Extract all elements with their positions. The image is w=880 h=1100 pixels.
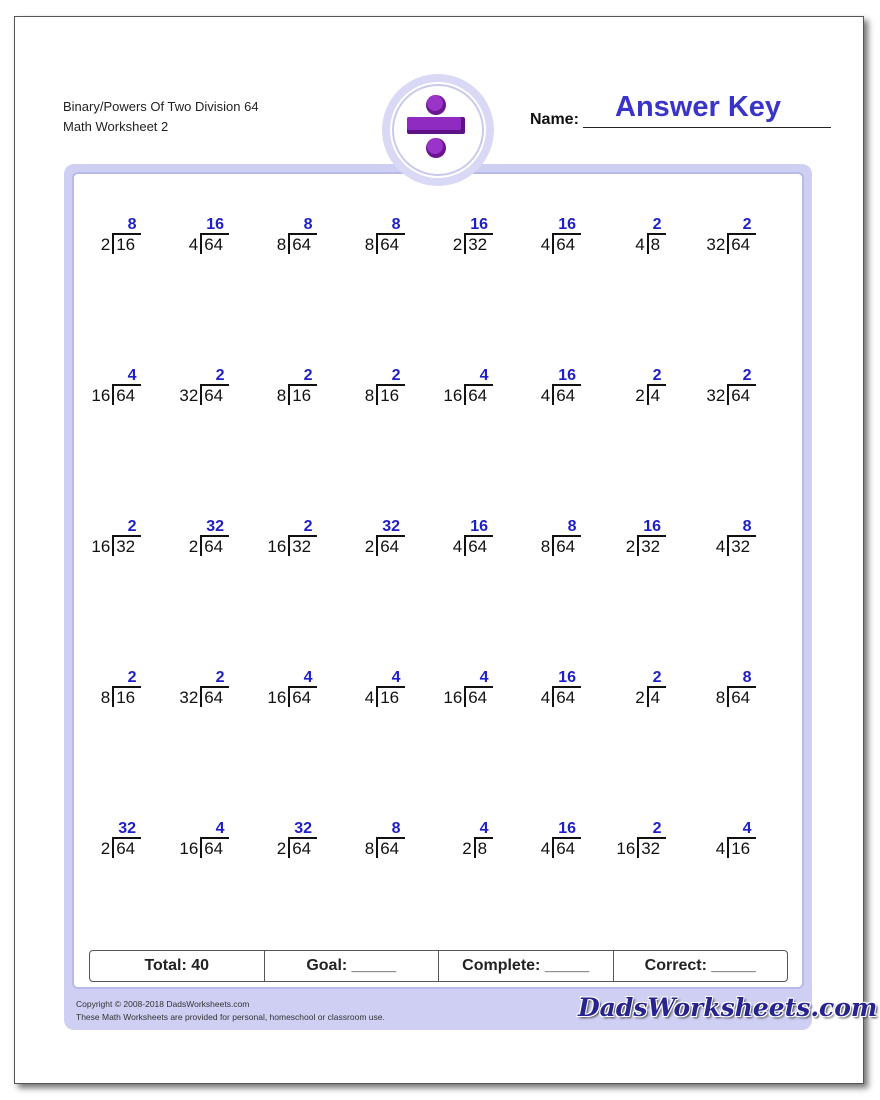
quotient-answer: 4 [127, 367, 137, 384]
division-bracket [376, 686, 378, 707]
quotient-answer: 32 [382, 518, 400, 535]
dividend: 64 [204, 537, 224, 556]
division-bracket [647, 384, 649, 405]
quotient-answer: 4 [479, 820, 489, 837]
dividend: 64 [556, 386, 576, 405]
dividend: 16 [116, 688, 136, 707]
quotient-answer: 16 [470, 518, 488, 535]
answer-key-label: Answer Key [615, 91, 782, 123]
quotient-answer: 32 [118, 820, 136, 837]
divisor: 2 [100, 839, 111, 858]
division-bracket [200, 837, 202, 858]
divisor: 16 [443, 688, 463, 707]
divisor: 2 [452, 235, 463, 254]
correct-cell: Correct: _____ [613, 951, 788, 981]
problems-area [72, 172, 804, 989]
dividend: 32 [731, 537, 751, 556]
quotient-answer: 2 [652, 367, 662, 384]
division-bracket [727, 837, 729, 858]
title-line-1: Binary/Powers Of Two Division 64 [63, 99, 259, 114]
dividend: 64 [204, 386, 224, 405]
dividend: 64 [292, 839, 312, 858]
division-bracket [112, 837, 114, 858]
quotient-answer: 8 [391, 820, 401, 837]
division-bracket [200, 384, 202, 405]
division-bracket [464, 535, 466, 556]
division-bracket [727, 686, 729, 707]
divisor: 4 [540, 386, 551, 405]
dividend: 64 [116, 839, 136, 858]
division-bracket [474, 837, 476, 858]
division-bracket [464, 384, 466, 405]
quotient-answer: 2 [742, 216, 752, 233]
dividend: 64 [380, 839, 400, 858]
division-bracket [647, 686, 649, 707]
copyright-line-2: These Math Worksheets are provided for personal, homeschool or classroom use. [76, 1012, 385, 1022]
divisor: 2 [625, 537, 636, 556]
divisor: 16 [267, 688, 287, 707]
divisor: 16 [443, 386, 463, 405]
dividend: 64 [731, 386, 751, 405]
dividend: 64 [731, 235, 751, 254]
quotient-answer: 8 [303, 216, 313, 233]
dividend: 16 [116, 235, 136, 254]
dividend: 64 [556, 839, 576, 858]
quotient-answer: 2 [652, 820, 662, 837]
dividend: 64 [380, 537, 400, 556]
dividend: 8 [650, 235, 661, 254]
dividend: 4 [650, 386, 661, 405]
divisor: 16 [267, 537, 287, 556]
divisor: 8 [364, 235, 375, 254]
division-bracket [552, 384, 554, 405]
division-bracket [200, 233, 202, 254]
dividend: 64 [204, 235, 224, 254]
divisor: 2 [364, 537, 375, 556]
quotient-answer: 16 [558, 367, 576, 384]
division-bracket [112, 384, 114, 405]
division-bracket [376, 837, 378, 858]
division-bracket [288, 686, 290, 707]
divisor: 2 [462, 839, 472, 858]
divisor: 2 [188, 537, 199, 556]
quotient-answer: 8 [567, 518, 577, 535]
quotient-answer: 2 [652, 669, 662, 686]
division-bracket [288, 384, 290, 405]
dividend: 64 [556, 688, 576, 707]
divisor: 4 [715, 839, 726, 858]
divisor: 4 [540, 688, 551, 707]
dividend: 4 [650, 688, 661, 707]
quotient-answer: 2 [215, 367, 225, 384]
brand-logo: DadsWorksheets.com [578, 993, 878, 1022]
dividend: 64 [556, 235, 576, 254]
dividend: 16 [292, 386, 312, 405]
division-bracket [552, 686, 554, 707]
division-bracket [288, 233, 290, 254]
dividend: 32 [116, 537, 136, 556]
copyright-line-1: Copyright © 2008-2018 DadsWorksheets.com [76, 999, 250, 1009]
dividend: 64 [292, 688, 312, 707]
quotient-answer: 8 [127, 216, 137, 233]
dividend: 64 [556, 537, 576, 556]
divisor: 32 [179, 386, 199, 405]
dividend: 32 [641, 839, 661, 858]
divisor: 32 [179, 688, 199, 707]
divisor: 4 [540, 235, 551, 254]
quotient-answer: 2 [215, 669, 225, 686]
quotient-answer: 32 [294, 820, 312, 837]
quotient-answer: 4 [303, 669, 313, 686]
divisor: 4 [452, 537, 463, 556]
dividend: 32 [641, 537, 661, 556]
division-bracket [727, 233, 729, 254]
division-bracket [376, 233, 378, 254]
title-line-2: Math Worksheet 2 [63, 119, 169, 134]
divisor: 2 [276, 839, 287, 858]
dividend: 64 [380, 235, 400, 254]
divisor: 32 [706, 386, 726, 405]
divisor: 8 [276, 386, 287, 405]
complete-cell: Complete: _____ [438, 951, 613, 981]
dividend: 64 [468, 537, 488, 556]
quotient-answer: 4 [391, 669, 401, 686]
quotient-answer: 16 [558, 820, 576, 837]
copyright-notice [76, 998, 385, 1024]
quotient-answer: 8 [742, 518, 752, 535]
dividend: 8 [477, 839, 488, 858]
total-cell: Total: 40 [144, 957, 210, 974]
divisor: 16 [179, 839, 199, 858]
division-bracket [288, 837, 290, 858]
dividend: 64 [468, 386, 488, 405]
quotient-answer: 16 [558, 216, 576, 233]
divisor: 8 [715, 688, 726, 707]
divisor: 16 [91, 537, 111, 556]
division-bracket [112, 535, 114, 556]
division-sign-icon [380, 72, 496, 188]
quotient-answer: 16 [558, 669, 576, 686]
name-field-line [583, 127, 831, 128]
goal-cell: Goal: _____ [264, 951, 439, 981]
division-bracket [112, 686, 114, 707]
divisor: 4 [188, 235, 199, 254]
division-bracket [464, 686, 466, 707]
division-bracket [200, 686, 202, 707]
quotient-answer: 2 [127, 518, 137, 535]
divisor: 32 [706, 235, 726, 254]
divisor: 8 [364, 839, 375, 858]
division-bracket [552, 233, 554, 254]
division-bracket [552, 535, 554, 556]
quotient-answer: 4 [215, 820, 225, 837]
divisor: 4 [715, 537, 726, 556]
division-bracket [288, 535, 290, 556]
dividend: 32 [468, 235, 488, 254]
divisor: 16 [616, 839, 636, 858]
quotient-answer: 16 [206, 216, 224, 233]
dividend: 64 [731, 688, 751, 707]
quotient-answer: 4 [479, 669, 489, 686]
division-bracket [637, 535, 639, 556]
dividend: 64 [204, 688, 224, 707]
quotient-answer: 2 [742, 367, 752, 384]
name-label: Name: [530, 111, 579, 128]
divisor: 2 [100, 235, 111, 254]
quotient-answer: 2 [303, 367, 313, 384]
division-bracket [376, 535, 378, 556]
division-bracket [647, 233, 649, 254]
division-bracket [200, 535, 202, 556]
quotient-answer: 8 [742, 669, 752, 686]
divisor: 4 [635, 235, 645, 254]
division-bracket [727, 535, 729, 556]
worksheet-title [63, 97, 259, 137]
dividend: 16 [731, 839, 751, 858]
divisor: 8 [100, 688, 111, 707]
dividend: 64 [116, 386, 136, 405]
divisor: 8 [540, 537, 551, 556]
dividend: 64 [204, 839, 224, 858]
division-bracket [637, 837, 639, 858]
divisor: 4 [540, 839, 551, 858]
quotient-answer: 2 [127, 669, 137, 686]
dividend: 16 [380, 688, 400, 707]
dividend: 64 [292, 235, 312, 254]
division-bracket [727, 384, 729, 405]
dividend: 16 [380, 386, 400, 405]
quotient-answer: 2 [652, 216, 662, 233]
divisor: 8 [276, 235, 287, 254]
dividend: 32 [292, 537, 312, 556]
quotient-answer: 16 [470, 216, 488, 233]
quotient-answer: 32 [206, 518, 224, 535]
quotient-answer: 4 [742, 820, 752, 837]
divisor: 2 [635, 688, 645, 707]
divisor: 16 [91, 386, 111, 405]
quotient-answer: 4 [479, 367, 489, 384]
score-bar [89, 950, 788, 982]
divisor: 2 [635, 386, 645, 405]
quotient-answer: 16 [643, 518, 661, 535]
division-bracket [112, 233, 114, 254]
division-bracket [376, 384, 378, 405]
quotient-answer: 8 [391, 216, 401, 233]
division-bracket [464, 233, 466, 254]
quotient-answer: 2 [303, 518, 313, 535]
divisor: 4 [364, 688, 375, 707]
quotient-answer: 2 [391, 367, 401, 384]
division-bracket [552, 837, 554, 858]
dividend: 64 [468, 688, 488, 707]
divisor: 8 [364, 386, 375, 405]
